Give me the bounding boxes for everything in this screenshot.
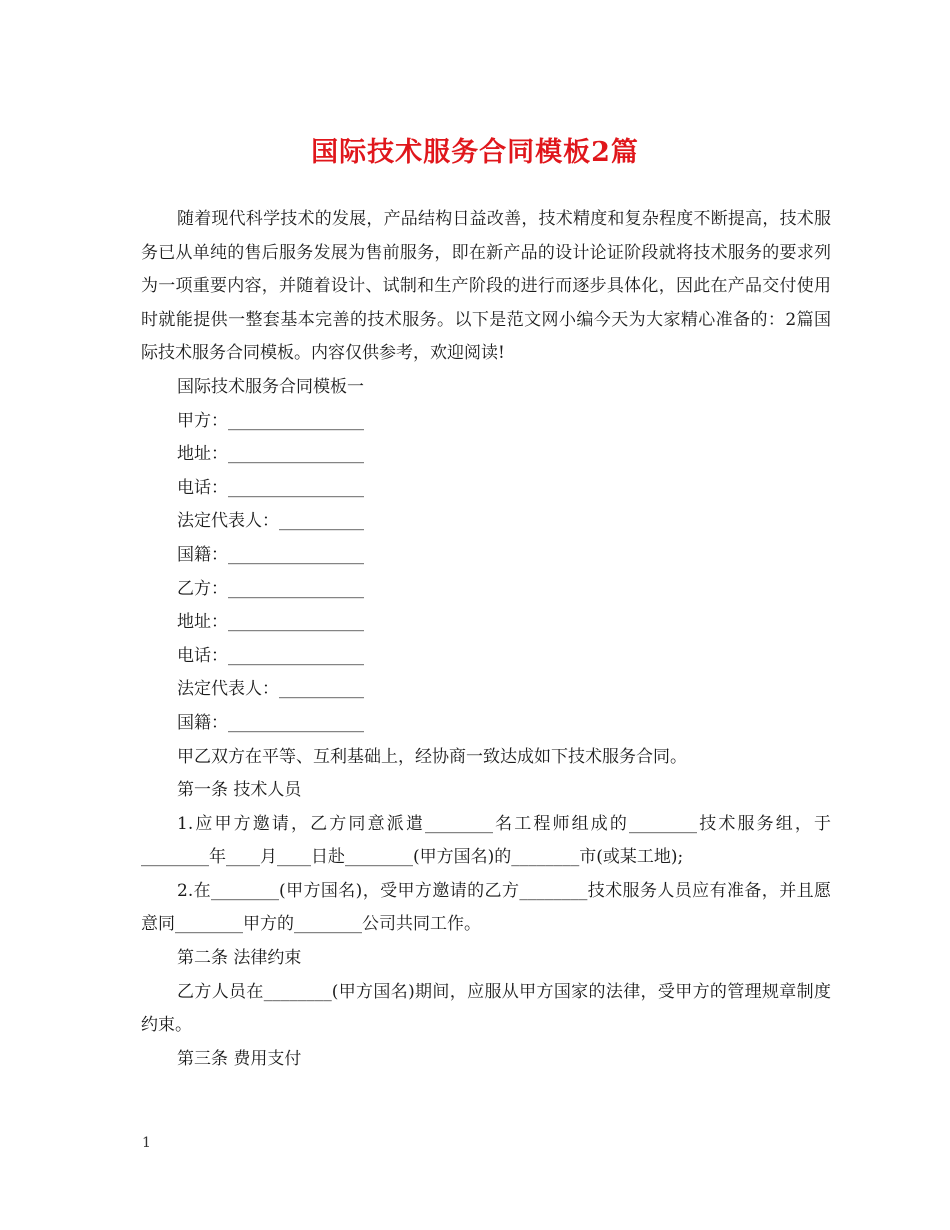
party-a-phone: 电话：________________ [177, 477, 364, 498]
article-2-text: 乙方人员在________(甲方国名)期间，应服从甲方国家的法律，受甲方的管理规章制度约束。 [141, 981, 831, 1036]
party-b-legal-rep: 法定代表人：__________ [177, 679, 364, 700]
document-body [141, 203, 831, 1076]
section-title: 国际技术服务合同模板一 [177, 376, 364, 397]
party-b-phone: 电话：________________ [177, 645, 364, 666]
party-a-name: 甲方：________________ [177, 410, 364, 431]
party-b-name: 乙方：________________ [177, 578, 364, 599]
article-1-heading: 第一条 技术人员 [177, 780, 302, 801]
article-2-heading: 第二条 法律约束 [177, 948, 302, 969]
party-a-nationality: 国籍：________________ [177, 544, 364, 565]
article-1-clause-2: 2.在________(甲方国名)，受甲方邀请的乙方________技术服务人员应有准备，并且愿意同________甲方的________公司共同工作。 [141, 880, 831, 935]
party-a-legal-rep: 法定代表人：__________ [177, 511, 364, 532]
party-b-address: 地址：________________ [177, 612, 364, 633]
document-title: 国际技术服务合同模板2篇 [311, 137, 639, 168]
article-1-clause-1: 1.应甲方邀请，乙方同意派遣________名工程师组成的________技术服务组，于________年____月____日赴________(甲方国名)的________市(或某工地); [141, 813, 831, 868]
party-a-address: 地址：________________ [177, 444, 364, 465]
intro-paragraph: 随着现代科学技术的发展，产品结构日益改善，技术精度和复杂程度不断提高，技术服务已从单纯的售后服务发展为售前服务，即在新产品的设计论证阶段就将技术服务的要求列为一项重要内容，并随着设计、试制和生产阶段的进行而逐步具体化，因此在产品交付使用时就能提供一整套基本完善的技术服务。以下是范文网小编今天为大家精心准备的：2篇国际技术服务合同模板。内容仅供参考，欢迎阅读! [141, 209, 831, 364]
agreement-statement: 甲乙双方在平等、互利基础上，经协商一致达成如下技术服务合同。 [177, 746, 687, 767]
article-3-heading: 第三条 费用支付 [177, 1048, 302, 1069]
party-b-nationality: 国籍：________________ [177, 712, 364, 733]
page-number: 1 [142, 1135, 151, 1151]
